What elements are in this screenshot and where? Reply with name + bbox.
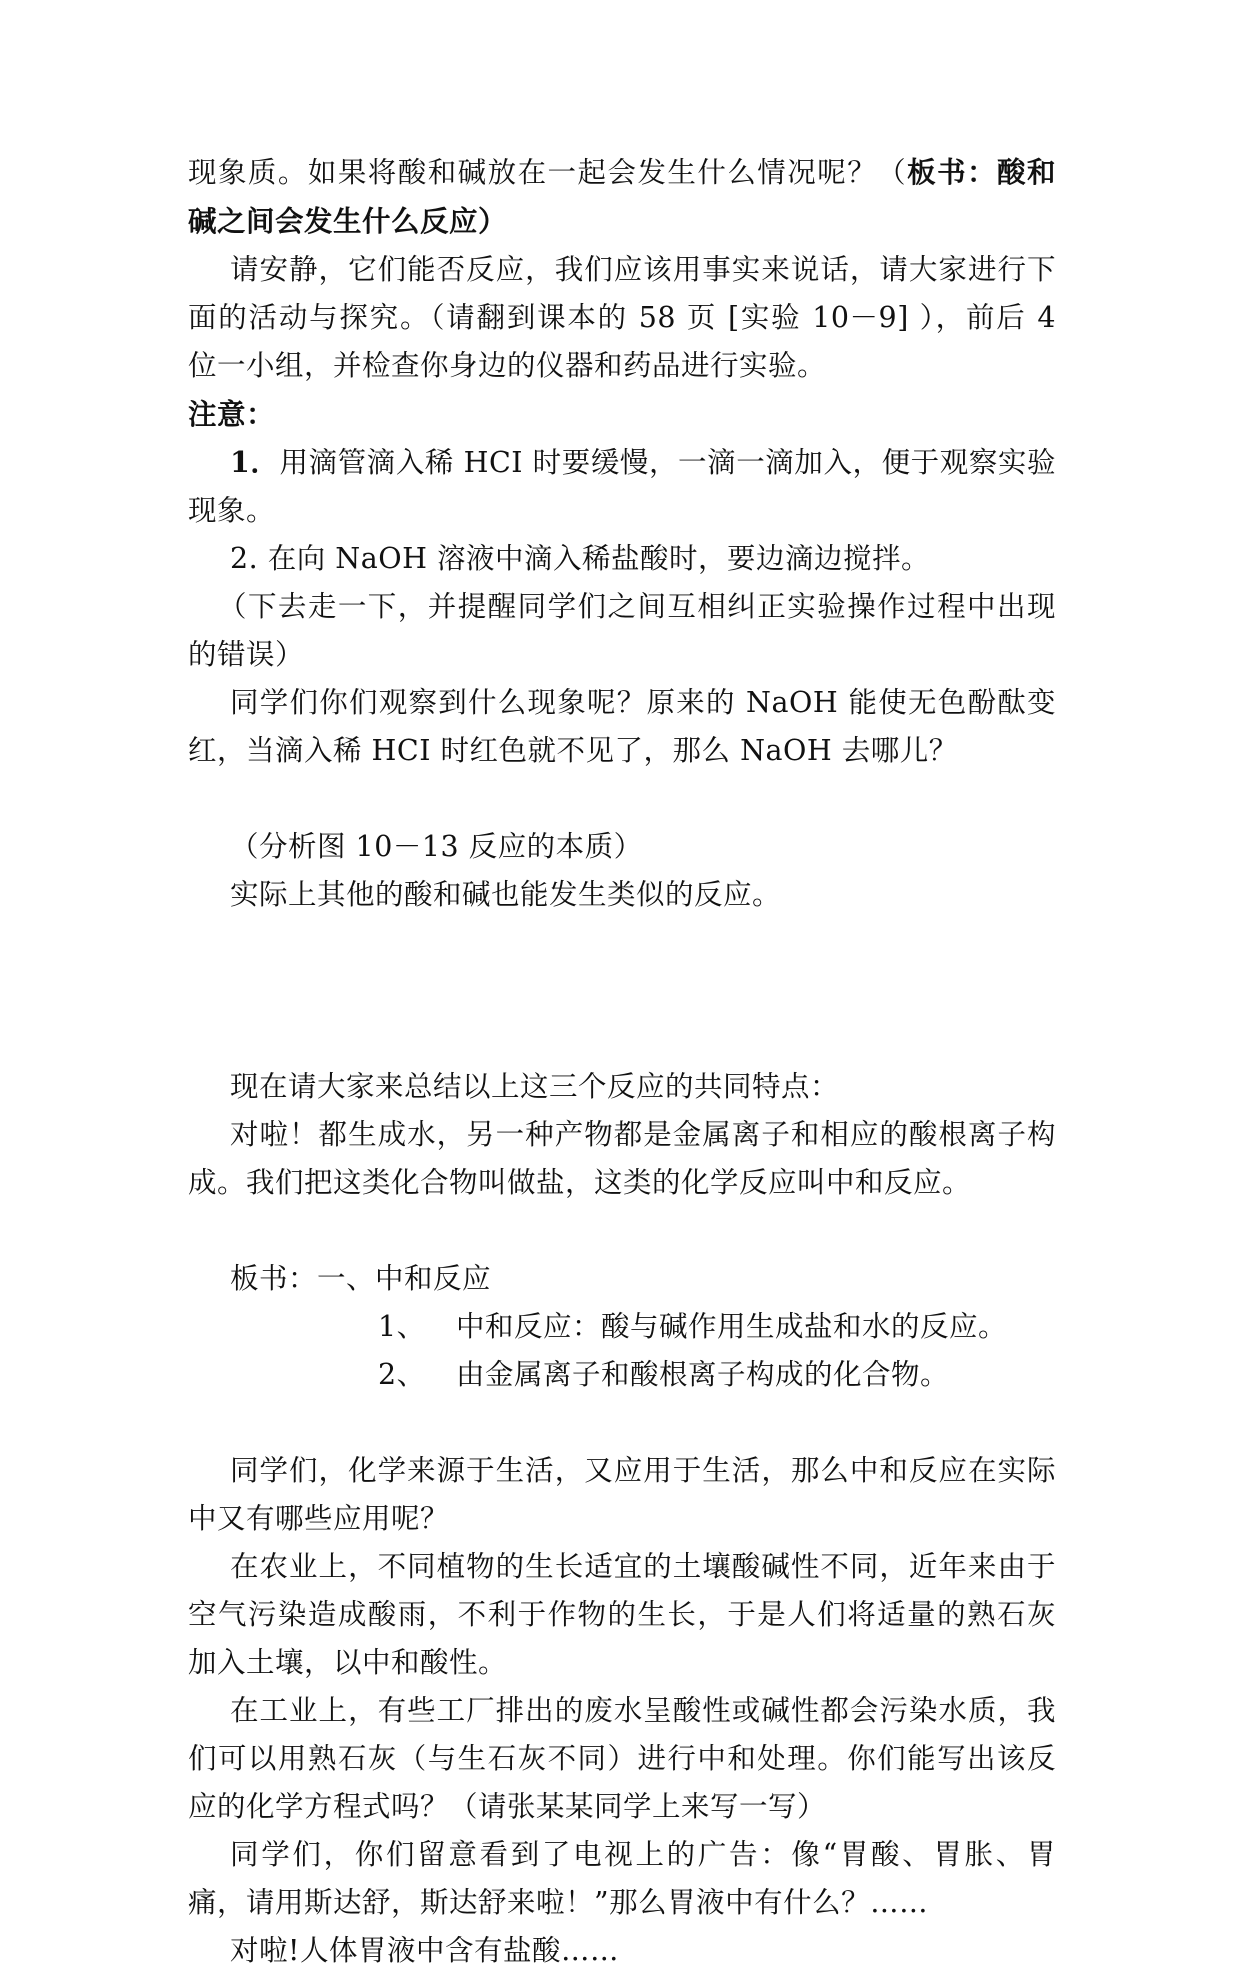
board-item-2 — [188, 1351, 1056, 1399]
note-item-1-text: 用滴管滴入稀 HCI 时要缓慢，一滴一滴加入，便于观察实验现象。 — [188, 446, 1056, 527]
paragraph-activity: 请安静，它们能否反应，我们应该用事实来说话，请大家进行下面的活动与探究。（请翻到课本的 58 页 [实验 10－9] ），前后 4 位一小组，并检查你身边的仪器和药品进行实验。 — [188, 253, 1056, 382]
paragraph-application: 同学们，化学来源于生活，又应用于生活，那么中和反应在实际中又有哪些应用呢？ — [188, 1454, 1056, 1535]
paragraph-observation: 同学们你们观察到什么现象呢？原来的 NaOH 能使无色酚酞变红，当滴入稀 HCI 时红色就不见了，那么 NaOH 去哪儿？ — [188, 686, 1056, 767]
board-item-1-number: 1、 — [378, 1310, 426, 1343]
board-item-1 — [188, 1303, 1056, 1351]
paragraph-similar: 实际上其他的酸和碱也能发生类似的反应。 — [230, 878, 782, 911]
note-item-1-number: 1． — [230, 445, 280, 479]
board-item-2-text: 由金属离子和酸根离子构成的化合物。 — [456, 1358, 950, 1391]
note-title: 注意： — [188, 397, 276, 431]
paragraph-agriculture: 在农业上，不同植物的生长适宜的土壤酸碱性不同，近年来由于空气污染造成酸雨，不利于作物的生长，于是人们将适量的熟石灰加入土壤，以中和酸性。 — [188, 1550, 1056, 1679]
paragraph-intro — [188, 148, 1056, 246]
paragraph-analysis: （分析图 10－13 反应的本质） — [230, 830, 643, 863]
document-page — [188, 148, 1056, 1975]
note-item-2: 2. 在向 NaOH 溶液中滴入稀盐酸时，要边滴边搅拌。 — [230, 542, 931, 575]
paragraph-summary-prompt: 现在请大家来总结以上这三个反应的共同特点： — [230, 1070, 840, 1103]
blank-line — [188, 1207, 1056, 1255]
blank-line — [188, 1399, 1056, 1447]
paragraph-advert: 同学们，你们留意看到了电视上的广告：像“胃酸、胃胀、胃痛，请用斯达舒，斯达舒来啦！”那么胃液中有什么？…… — [188, 1838, 1056, 1919]
paragraph-walkaround: （下去走一下，并提醒同学们之间互相纠正实验操作过程中出现的错误） — [188, 590, 1056, 671]
board-title: 板书：一、中和反应 — [230, 1262, 492, 1295]
note-item-1 — [188, 438, 1056, 535]
board-heading-inline: 板书：酸和碱之间会发生什么反应） — [188, 155, 1056, 238]
board-item-1-text: 中和反应：酸与碱作用生成盐和水的反应。 — [456, 1310, 1008, 1343]
paragraph-summary: 对啦！都生成水，另一种产物都是金属离子和相应的酸根离子构成。我们把这类化合物叫做盐，这类的化学反应叫中和反应。 — [188, 1118, 1056, 1199]
blank-space — [188, 919, 1056, 1063]
paragraph-industry: 在工业上，有些工厂排出的废水呈酸性或碱性都会污染水质，我们可以用熟石灰（与生石灰不同）进行中和处理。你们能写出该反应的化学方程式吗？（请张某某同学上来写一写） — [188, 1694, 1056, 1823]
blank-line — [188, 775, 1056, 823]
paragraph-stomach: 对啦!人体胃液中含有盐酸…… — [230, 1934, 619, 1967]
board-item-2-number: 2、 — [378, 1358, 426, 1391]
paragraph-intro-text: 现象质。如果将酸和碱放在一起会发生什么情况呢？（ — [188, 156, 908, 189]
